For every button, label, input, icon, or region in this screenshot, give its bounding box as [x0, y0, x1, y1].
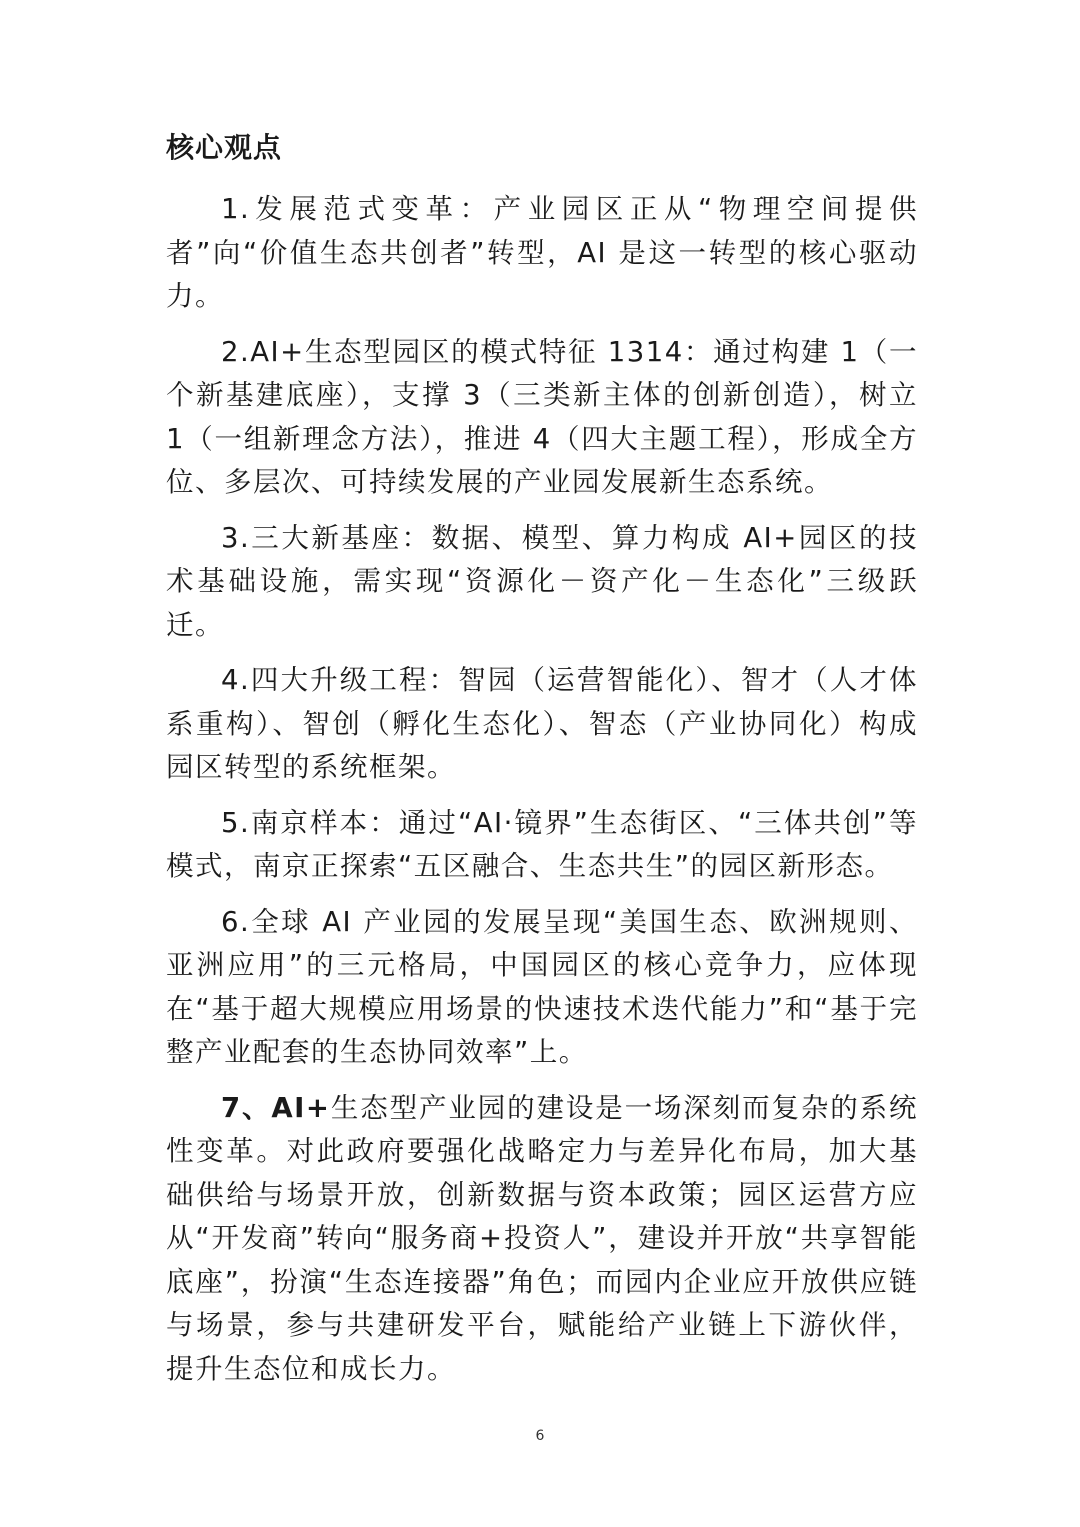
point-text: 三大新基座：数据、模型、算力构成 AI+园区的技术基础设施，需实现“资源化－资产化－生态化”三级跃迁。	[166, 521, 918, 641]
point-number: 2.	[221, 335, 251, 368]
content-area	[166, 124, 918, 1403]
point-6	[166, 901, 918, 1075]
point-text: 发展范式变革：产业园区正从“物理空间提供者”向“价值生态共创者”转型，AI 是这一转型的核心驱动力。	[166, 193, 918, 312]
point-1	[166, 188, 918, 319]
point-number: 1.	[221, 193, 251, 225]
point-text: 全球 AI 产业园的发展呈现“美国生态、欧洲规则、亚洲应用”的三元格局，中国园区的核心竞争力，应体现在“基于超大规模应用场景的快速技术迭代能力”和“基于完整产业配套的生态协同效率”上。	[166, 905, 918, 1068]
point-number: 4.	[221, 664, 251, 696]
point-number: 5.	[221, 806, 251, 839]
section-heading: 核心观点	[166, 131, 283, 164]
point-7	[166, 1087, 918, 1392]
point-3	[166, 517, 918, 648]
point-text: 四大升级工程：智园（运营智能化）、智才（人才体系重构）、智创（孵化生态化）、智态（产业协同化）构成园区转型的系统框架。	[166, 664, 918, 783]
point-2	[166, 331, 918, 505]
point-text: 生态型产业园的建设是一场深刻而复杂的系统性变革。对此政府要强化战略定力与差异化布局，加大基础供给与场景开放，创新数据与资本政策；园区运营方应从“开发商”转向“服务商+投资人”，建设并开放“共享智能底座”，扮演“生态连接器”角色；而园内企业应开放供应链与场景，参与共建研发平台，赋能给产业链上下游伙伴，提升生态位和成长力。	[166, 1091, 918, 1385]
point-number: 7、AI+	[221, 1091, 331, 1124]
point-number: 3.	[221, 521, 251, 554]
point-5	[166, 802, 918, 889]
point-number: 6.	[221, 905, 251, 938]
page-number: 6	[535, 1428, 545, 1444]
point-text: 南京样本：通过“AI·镜界”生态街区、“三体共创”等模式，南京正探索“五区融合、生态共生”的园区新形态。	[166, 806, 918, 882]
point-text: AI+生态型园区的模式特征 1314：通过构建 1（一个新基建底座），支撑 3（三类新主体的创新创造），树立 1（一组新理念方法），推进 4（四大主题工程），形成全方位、多层次、可持续发展的产业园发展新生态系统。	[166, 335, 918, 498]
point-4	[166, 659, 918, 790]
